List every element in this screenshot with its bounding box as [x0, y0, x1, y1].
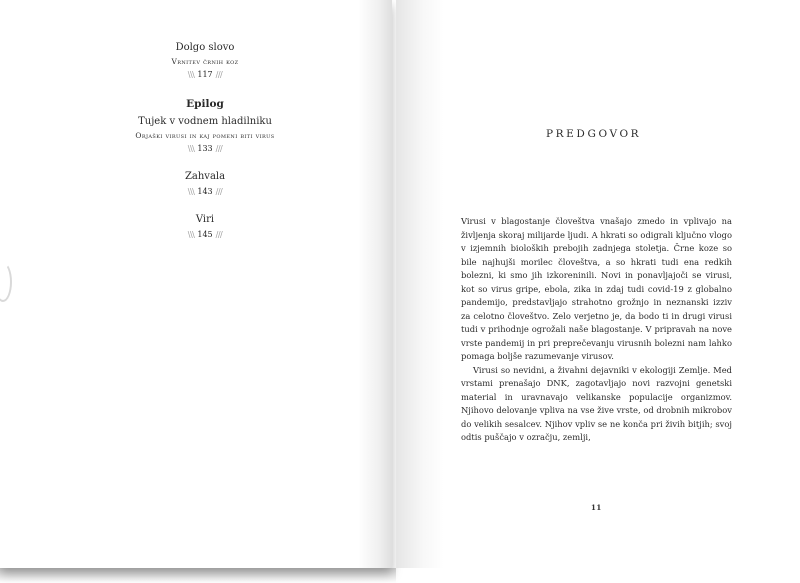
- left-page: [0, 0, 392, 568]
- toc-entry-title: Dolgo slovo: [175, 42, 235, 53]
- slash-ornament-right: ///: [215, 70, 223, 79]
- toc-entry-title: Tujek v vodnem hladilniku: [138, 116, 272, 127]
- slash-ornament-left: \\\: [187, 70, 195, 79]
- toc-entry-subtitle: Orjaški virusi in kaj pomeni biti virus: [135, 131, 275, 140]
- toc-page-number: 133: [197, 144, 213, 153]
- toc-entry: [0, 40, 392, 82]
- toc-entry-title: Viri: [195, 214, 215, 225]
- right-page: [396, 0, 800, 568]
- slash-ornament-left: \\\: [187, 187, 195, 196]
- slash-ornament-left: \\\: [187, 144, 195, 153]
- paragraph: Virusi v blagostanje človeštva vnašajo zmedo in vplivajo na življenja skoraj milijarde ljudi. A hkrati so odigrali ključno vlogo v izjemnih bioloških prebojih zadnjega stoletja. Črne koze so bile najhujši morilec človeštva, a so hkrati tudi ena redkih bolezni, ki smo jih izkoreninili. Novi in ponavljajoči se virusi, kot so virus gripe, ebola, zika in zdaj tudi covid-19 z globalno pandemijo, predstavljajo strahotno grožnjo in neznanski izziv za celotno človeštvo. Zelo verjetno je, da bodo ti in drugi virusi tudi v prihodnje ogrožali naše blagostanje. V pripravah na nove vrste pandemij in pri preprečevanju virusnih bolezni nam lahko pomaga boljše razumevanje virusov.: [461, 216, 732, 361]
- toc-entry: [0, 169, 392, 199]
- toc-entry-subtitle: Vrnitev črnih koz: [171, 57, 239, 66]
- toc-page-number: 117: [197, 70, 213, 79]
- toc-entry-title: Zahvala: [184, 171, 226, 182]
- page-edge-mark: [0, 262, 12, 302]
- page-number: 11: [591, 503, 602, 512]
- table-of-contents: [0, 40, 392, 255]
- toc-part-title: Epilog: [186, 98, 224, 110]
- toc-entry-page: [0, 142, 392, 156]
- toc-entry: [0, 212, 392, 242]
- paragraph: Virusi so nevidni, a živahni dejavniki v ekologiji Zemlje. Med vrstami prenašajo DNK, zagotavljajo novi razvojni genetski material in uravnavajo velikanske populacije organizmov. Njihovo delovanje vpliva na vse žive vrste, od drobnih mikrobov do velikih sesalcev. Njihov vpliv se ne konča pri živih bitjih; svoj odtis puščajo v ozračju, zemlji,: [461, 364, 732, 442]
- toc-entry-page: [0, 68, 392, 82]
- page-bottom-shadow: [0, 568, 396, 583]
- body-text: [461, 215, 732, 445]
- toc-page-number: 145: [197, 230, 213, 239]
- gutter-shadow: [396, 0, 444, 568]
- toc-entry-page: [0, 228, 392, 242]
- slash-ornament-right: ///: [215, 230, 223, 239]
- chapter-heading: PREDGOVOR: [546, 128, 642, 140]
- toc-entry: [0, 95, 392, 156]
- slash-ornament-right: ///: [215, 144, 223, 153]
- slash-ornament-right: ///: [215, 187, 223, 196]
- toc-page-number: 143: [197, 187, 213, 196]
- gutter-shadow: [358, 0, 392, 568]
- toc-entry-page: [0, 185, 392, 199]
- slash-ornament-left: \\\: [187, 230, 195, 239]
